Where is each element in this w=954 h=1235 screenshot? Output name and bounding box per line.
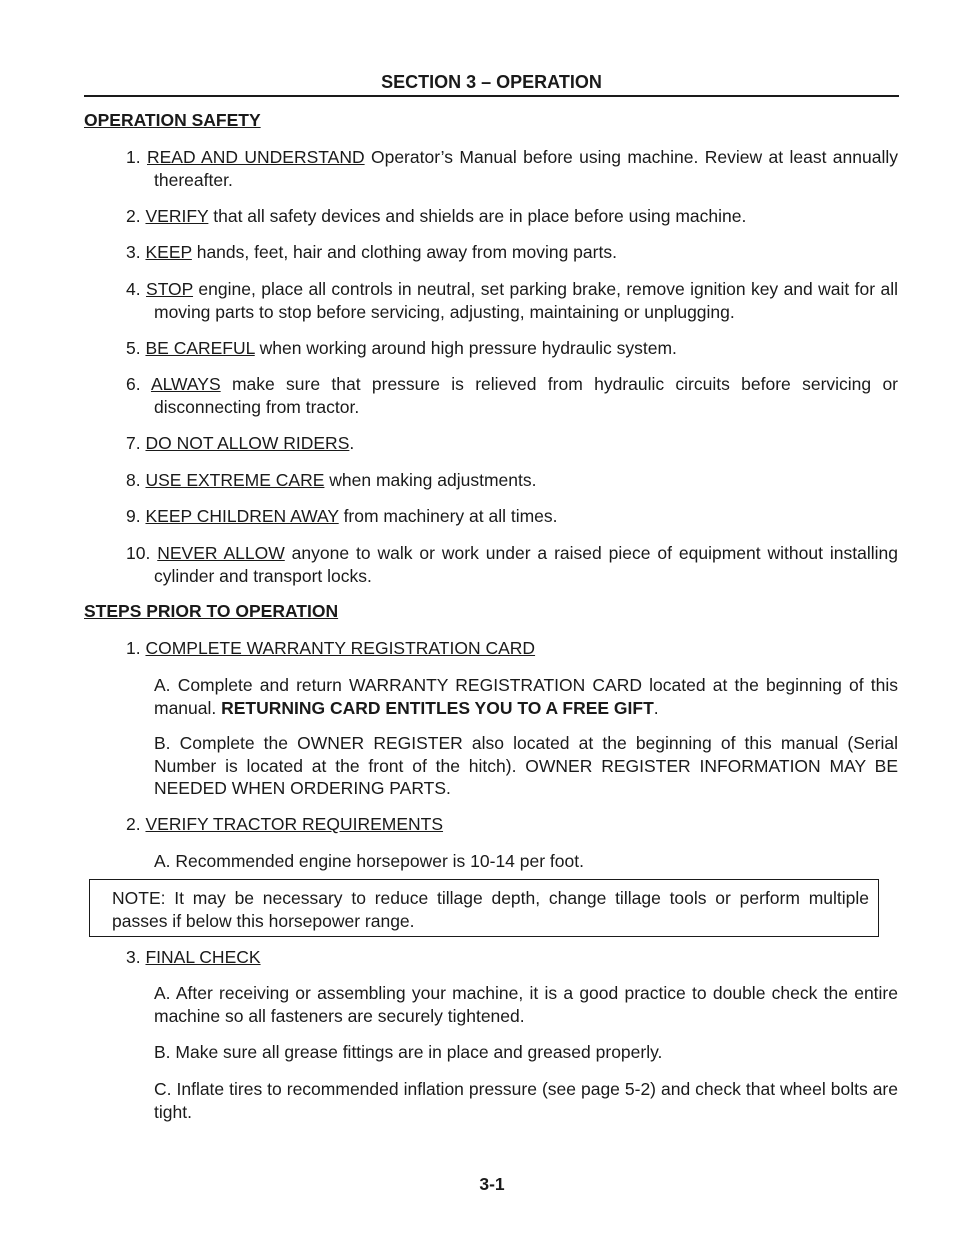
step-2-para-a: A. Recommended engine horsepower is 10-14 per foot. — [154, 851, 584, 871]
section-title: SECTION 3 – OPERATION — [84, 70, 899, 97]
safety-item-7: 7. DO NOT ALLOW RIDERS. — [126, 433, 355, 453]
safety-item-1: 1. READ AND UNDERSTAND Operator’s Manual before using machine. Review at least annually thereafter. — [126, 147, 898, 190]
safety-item-2: 2. VERIFY that all safety devices and shields are in place before using machine. — [126, 206, 747, 226]
note-box: NOTE: It may be necessary to reduce tillage depth, change tillage tools or perform multiple passes if below this horsepower range. — [89, 879, 879, 937]
step-2-title: 2. VERIFY TRACTOR REQUIREMENTS — [126, 814, 444, 834]
safety-item-8: 8. USE EXTREME CARE when making adjustments. — [126, 470, 537, 490]
step-3-para-a: A. After receiving or assembling your machine, it is a good practice to double check the entire machine so all fasteners are securely tightened. — [154, 983, 898, 1026]
step-1-title: 1. COMPLETE WARRANTY REGISTRATION CARD — [126, 638, 536, 658]
safety-item-10: 10. NEVER ALLOW anyone to walk or work under a raised piece of equipment without installing cylinder and transport locks. — [126, 543, 898, 586]
step-1-para-b: B. Complete the OWNER REGISTER also located at the beginning of this manual (Serial Number is located at the front of the hitch). OWNER REGISTER INFORMATION MAY BE NEEDED WHEN ORDERING PARTS. — [154, 733, 898, 798]
safety-item-3: 3. KEEP hands, feet, hair and clothing away from moving parts. — [126, 242, 617, 262]
operation-safety-heading: OPERATION SAFETY — [84, 110, 261, 130]
step-3-title: 3. FINAL CHECK — [126, 947, 261, 967]
step-3-para-b: B. Make sure all grease fittings are in place and greased properly. — [154, 1042, 663, 1062]
safety-item-6: 6. ALWAYS make sure that pressure is relieved from hydraulic circuits before servicing or disconnecting from tractor. — [126, 374, 898, 417]
steps-prior-heading: STEPS PRIOR TO OPERATION — [84, 601, 339, 621]
safety-item-4: 4. STOP engine, place all controls in neutral, set parking brake, remove ignition key and wait for all moving parts to stop before servicing, adjusting, maintaining or unplugging. — [126, 279, 898, 322]
step-1-para-a: A. Complete and return WARRANTY REGISTRATION CARD located at the beginning of this manual. RETURNING CARD ENTITLES YOU TO A FREE GIFT. — [154, 675, 898, 718]
safety-item-5: 5. BE CAREFUL when working around high pressure hydraulic system. — [126, 338, 677, 358]
safety-item-9: 9. KEEP CHILDREN AWAY from machinery at all times. — [126, 506, 558, 526]
page-number: 3-1 — [479, 1174, 505, 1194]
step-3-para-c: C. Inflate tires to recommended inflation pressure (see page 5-2) and check that wheel bolts are tight. — [154, 1079, 898, 1122]
